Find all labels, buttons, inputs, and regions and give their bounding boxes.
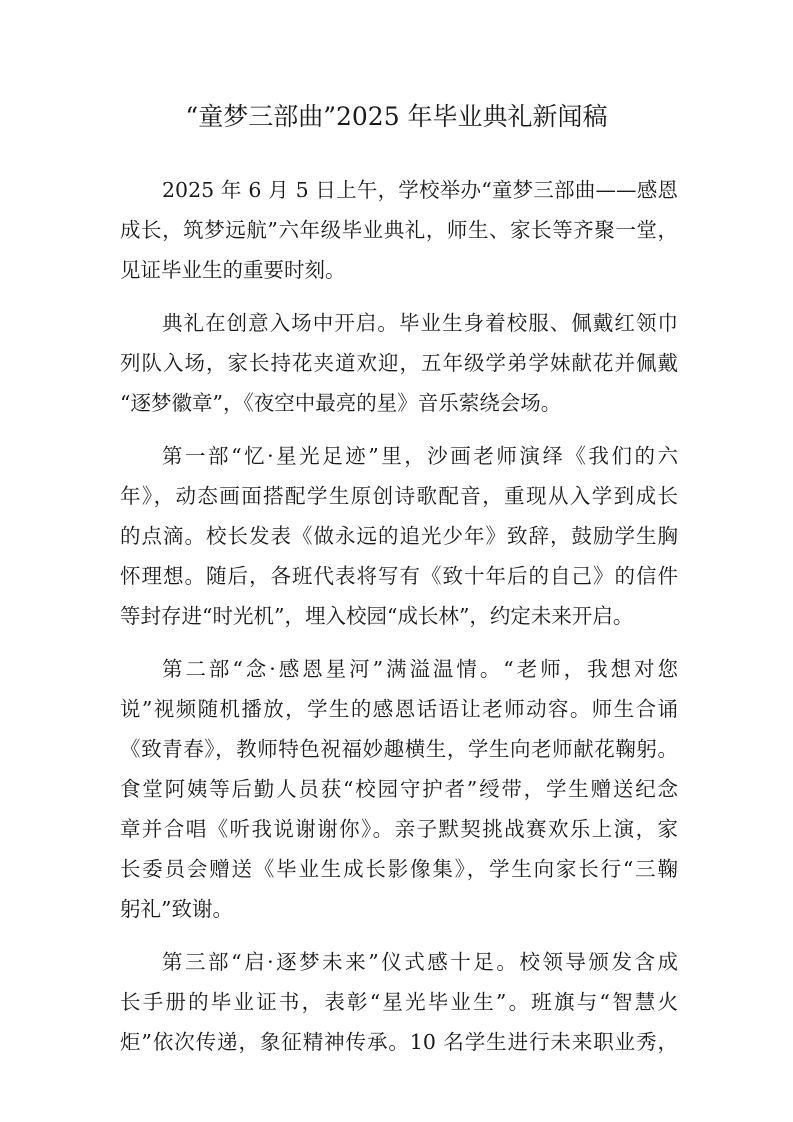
paragraph-line: 第三部“启·逐梦未来”仪式感十足。校领导颁发含成 xyxy=(162,950,678,974)
paragraph-line: 典礼在创意入场中开启。毕业生身着校服、佩戴红领巾 xyxy=(162,311,678,335)
paragraph-line: 《致青春》，教师特色祝福妙趣横生，学生向老师献花鞠躬。 xyxy=(120,737,678,761)
paragraph-line: 等封存进“时光机”，埋入校园“成长林”，约定未来开启。 xyxy=(120,604,634,628)
paragraph xyxy=(120,172,678,292)
paragraph-line: “逐梦徽章”，《夜空中最亮的星》音乐萦绕会场。 xyxy=(120,391,562,415)
paragraph-line: 说”视频随机播放，学生的感恩话语让老师动容。师生合诵 xyxy=(120,697,678,721)
paragraph-line: 第一部“忆·星光足迹”里，沙画老师演绎《我们的六 xyxy=(162,444,678,468)
paragraph-line: 年》，动态画面搭配学生原创诗歌配音，重现从入学到成长 xyxy=(120,484,678,508)
paragraph-line: 2025 年 6 月 5 日上午，学校举办“童梦三部曲——感恩 xyxy=(162,178,678,202)
paragraph-line: 的点滴。校长发表《做永远的追光少年》致辞，鼓励学生胸 xyxy=(120,524,678,548)
paragraph-line: 列队入场，家长持花夹道欢迎，五年级学弟学妹献花并佩戴 xyxy=(120,351,678,375)
paragraph-line: 怀理想。随后，各班代表将写有《致十年后的自己》的信件 xyxy=(120,564,678,588)
paragraph-line: 炬”依次传递，象征精神传承。10 名学生进行未来职业秀， xyxy=(120,1030,678,1054)
paragraph-line: 章并合唱《听我说谢谢你》。亲子默契挑战赛欢乐上演，家 xyxy=(120,817,678,841)
paragraph-line: 成长，筑梦远航”六年级毕业典礼，师生、家长等齐聚一堂， xyxy=(120,218,678,242)
paragraph xyxy=(120,944,678,1064)
paragraph-line: 长手册的毕业证书，表彰“星光毕业生”。班旗与“智慧火 xyxy=(120,990,678,1014)
document-title: “童梦三部曲”2025 年毕业典礼新闻稿 xyxy=(185,102,608,131)
paragraph-line: 躬礼”致谢。 xyxy=(120,897,233,921)
paragraph-line: 见证毕业生的重要时刻。 xyxy=(120,258,346,282)
paragraph xyxy=(120,438,678,638)
paragraph-line: 第二部“念·感恩星河”满溢温情。“老师，我想对您 xyxy=(162,657,678,681)
paragraph-line: 长委员会赠送《毕业生成长影像集》，学生向家长行“三鞠 xyxy=(120,857,678,881)
paragraph xyxy=(120,305,678,425)
paragraph xyxy=(120,651,678,931)
document-body xyxy=(120,172,678,1077)
paragraph-line: 食堂阿姨等后勤人员获“校园守护者”绶带，学生赠送纪念 xyxy=(120,777,678,801)
